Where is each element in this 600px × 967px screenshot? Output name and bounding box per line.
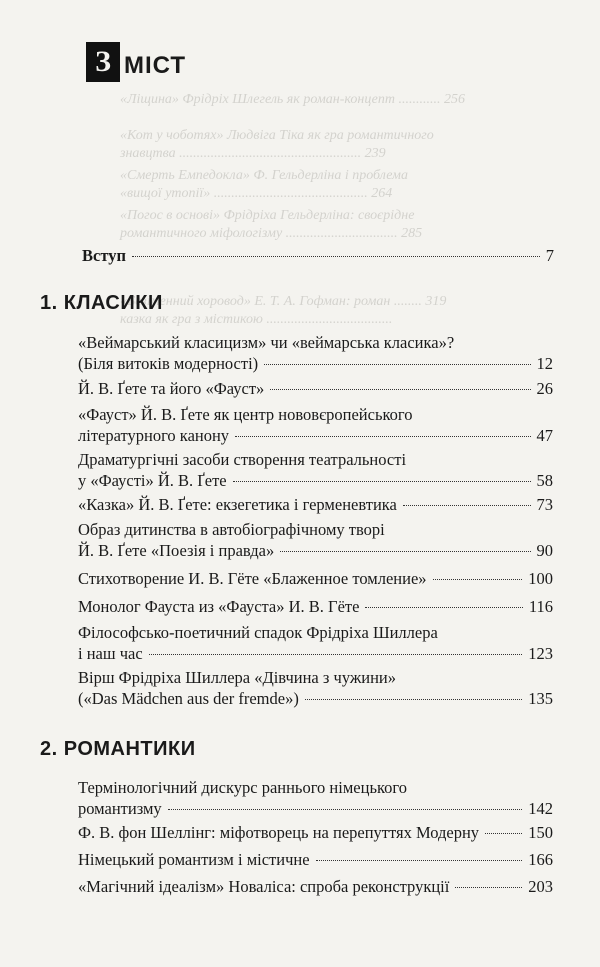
toc-entry[interactable] xyxy=(78,622,553,664)
entry-title-line: романтизму xyxy=(78,799,162,818)
toc-entry[interactable] xyxy=(78,494,553,515)
dot-leader xyxy=(316,860,523,861)
entry-page: 142 xyxy=(528,799,553,818)
toc-entry[interactable] xyxy=(78,404,553,446)
dot-leader xyxy=(365,607,522,608)
toc-entry[interactable] xyxy=(78,822,553,843)
entry-page: 123 xyxy=(528,644,553,663)
toc-entry[interactable] xyxy=(78,876,553,897)
dot-leader xyxy=(264,364,530,365)
dot-leader xyxy=(455,887,522,888)
entry-page: 12 xyxy=(536,354,553,373)
entry-page: 203 xyxy=(528,877,553,896)
entry-page: 90 xyxy=(536,541,553,560)
entry-title-line: «Магічний ідеалізм» Новаліса: спроба реконструкції xyxy=(78,877,450,896)
entry-title-line: Німецький романтизм і містичне xyxy=(78,850,310,869)
entry-title-line: «Казка» Й. В. Ґете: екзегетика і герменевтика xyxy=(78,495,397,514)
entry-title-line: («Das Mädchen aus der fremde») xyxy=(78,689,299,708)
entry-title-line: Монолог Фауста из «Фауста» И. В. Гёте xyxy=(78,597,360,616)
dot-leader xyxy=(168,809,523,810)
entry-page: 100 xyxy=(528,569,553,588)
entry-title-line: (Біля витоків модерності) xyxy=(78,354,259,373)
dot-leader xyxy=(233,481,531,482)
entry-title-line: Філософсько-поетичний спадок Фрідріха Шиллера xyxy=(78,623,438,642)
show-through-text: «Ліщина» Фрідріх Шлегель як роман-концепт ............ 256 «Кот у чоботях» Людвіга Тіка як гра романтичного знавцтва .................................................... 239 «Смерть Емпедокла» Ф. Гельдерліна і проблема «вищої утопії» ............................................ 264 «Погос в основі» Фрідріха Гельдерліна: своєрідне романтичного міфологізму ................................ 285 «Безіменний хоровод» Е. Т. А. Гофман: роман ........ 319 казка як гра з містикою .................................... xyxy=(120,92,465,327)
dot-leader xyxy=(149,654,523,655)
entry-page: 116 xyxy=(528,597,553,616)
toc-entry[interactable] xyxy=(78,667,553,709)
toc-entry[interactable] xyxy=(78,568,553,589)
dot-leader xyxy=(305,699,522,700)
entry-title-line: у «Фаусті» Й. В. Ґете xyxy=(78,471,227,490)
entry-title-line: «Веймарський класицизм» чи «веймарська класика»? xyxy=(78,333,455,352)
entry-title: Вступ xyxy=(82,246,126,265)
entry-page: 47 xyxy=(536,426,553,445)
entry-title-line: Й. В. Ґете «Поезія і правда» xyxy=(78,541,275,560)
decorative-dropcap: З xyxy=(86,42,120,82)
entry-page: 166 xyxy=(528,850,553,869)
toc-entry[interactable] xyxy=(78,378,553,399)
entry-title-line: Вірш Фрідріха Шиллера «Дівчина з чужини» xyxy=(78,668,396,687)
toc-entry[interactable] xyxy=(78,596,553,617)
dot-leader xyxy=(235,436,530,437)
section-heading-classics: 1. КЛАСИКИ xyxy=(40,292,163,314)
entry-title-line: Драматургічні засоби створення театральності xyxy=(78,450,407,469)
toc-entry[interactable] xyxy=(78,519,553,561)
entry-title-line: і наш час xyxy=(78,644,143,663)
entry-page: 73 xyxy=(536,495,553,514)
entry-title-line: Й. В. Ґете та його «Фауст» xyxy=(78,379,265,398)
entry-title-line: Стихотворение И. В. Гёте «Блаженное томление» xyxy=(78,569,427,588)
dot-leader xyxy=(433,579,523,580)
heading-title: МІСТ xyxy=(124,52,187,79)
toc-entry[interactable] xyxy=(78,449,553,491)
dot-leader xyxy=(280,551,530,552)
entry-title-line: Образ дитинства в автобіографічному творі xyxy=(78,520,385,539)
dot-leader xyxy=(403,505,531,506)
entry-title-line: Термінологічний дискурс раннього німецького xyxy=(78,778,408,797)
section-heading-romantics: 2. РОМАНТИКИ xyxy=(40,738,196,760)
entry-page: 58 xyxy=(536,471,553,490)
dot-leader xyxy=(270,389,530,390)
entry-title-line: «Фауст» Й. В. Ґете як центр нововєропейського xyxy=(78,405,413,424)
toc-entry[interactable] xyxy=(78,332,553,374)
entry-page: 7 xyxy=(545,246,554,265)
entry-page: 150 xyxy=(528,823,553,842)
entry-title-line: літературного канону xyxy=(78,426,230,445)
entry-page: 135 xyxy=(528,689,553,708)
dot-leader xyxy=(485,833,522,834)
toc-entry[interactable] xyxy=(78,777,553,819)
toc-entry[interactable] xyxy=(78,849,553,870)
entry-page: 26 xyxy=(536,379,553,398)
entry-title-line: Ф. В. фон Шеллінг: міфотворець на перепуттях Модерну xyxy=(78,823,480,842)
